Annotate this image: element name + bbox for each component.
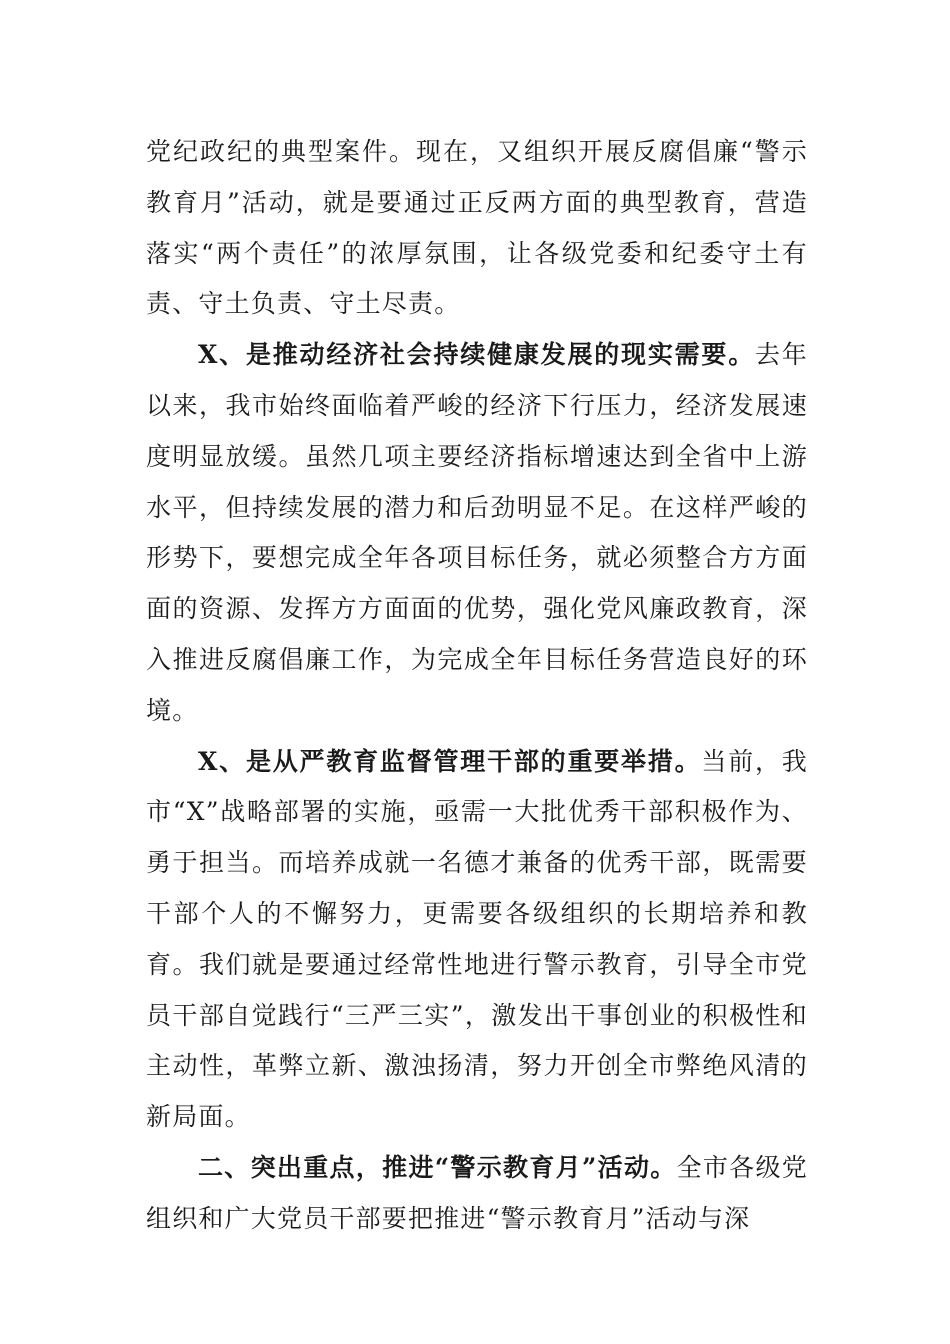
paragraph-continuation	[146, 127, 808, 330]
section-heading: 二、突出重点，推进“警示教育月”活动。	[198, 1152, 677, 1182]
paragraph-text: 党纪政纪的典型案件。现在，又组织开展反腐倡廉“警示教育月”活动，就是要通过正反两方面的典型教育，营造落实“两个责任”的浓厚氛围，让各级党委和纪委守土有责、守土负责、守土尽责。	[146, 137, 808, 319]
paragraph-heading: X、是从严教育监督管理干部的重要举措。	[198, 746, 702, 776]
document-body	[146, 127, 808, 1245]
paragraph-heading: X、是推动经济社会持续健康发展的现实需要。	[198, 340, 755, 370]
section-heading-paragraph	[146, 1143, 808, 1245]
paragraph-text: 全市各级党组织和广大党员干部要把推进“警示教育月”活动与深	[146, 1152, 808, 1233]
paragraph-text: 去年以来，我市始终面临着严峻的经济下行压力，经济发展速度明显放缓。虽然几项主要经济指标增速达到全省中上游水平，但持续发展的潜力和后劲明显不足。在这样严峻的形势下，要想完成全年各项目标任务，就必须整合方方面面的资源、发挥方方面面的优势，强化党风廉政教育，深入推进反腐倡廉工作，为完成全年目标任务营造良好的环境。	[146, 340, 808, 725]
paragraph-cadre-supervision	[146, 737, 808, 1143]
paragraph-economic-development	[146, 330, 808, 736]
paragraph-text: 当前，我市“X”战略部署的实施，亟需一大批优秀干部积极作为、勇于担当。而培养成就一名德才兼备的优秀干部，既需要干部个人的不懈努力，更需要各级组织的长期培养和教育。我们就是要通过经常性地进行警示教育，引导全市党员干部自觉践行“三严三实”，激发出干事创业的积极性和主动性，革弊立新、激浊扬清，努力开创全市弊绝风清的新局面。	[146, 746, 808, 1132]
